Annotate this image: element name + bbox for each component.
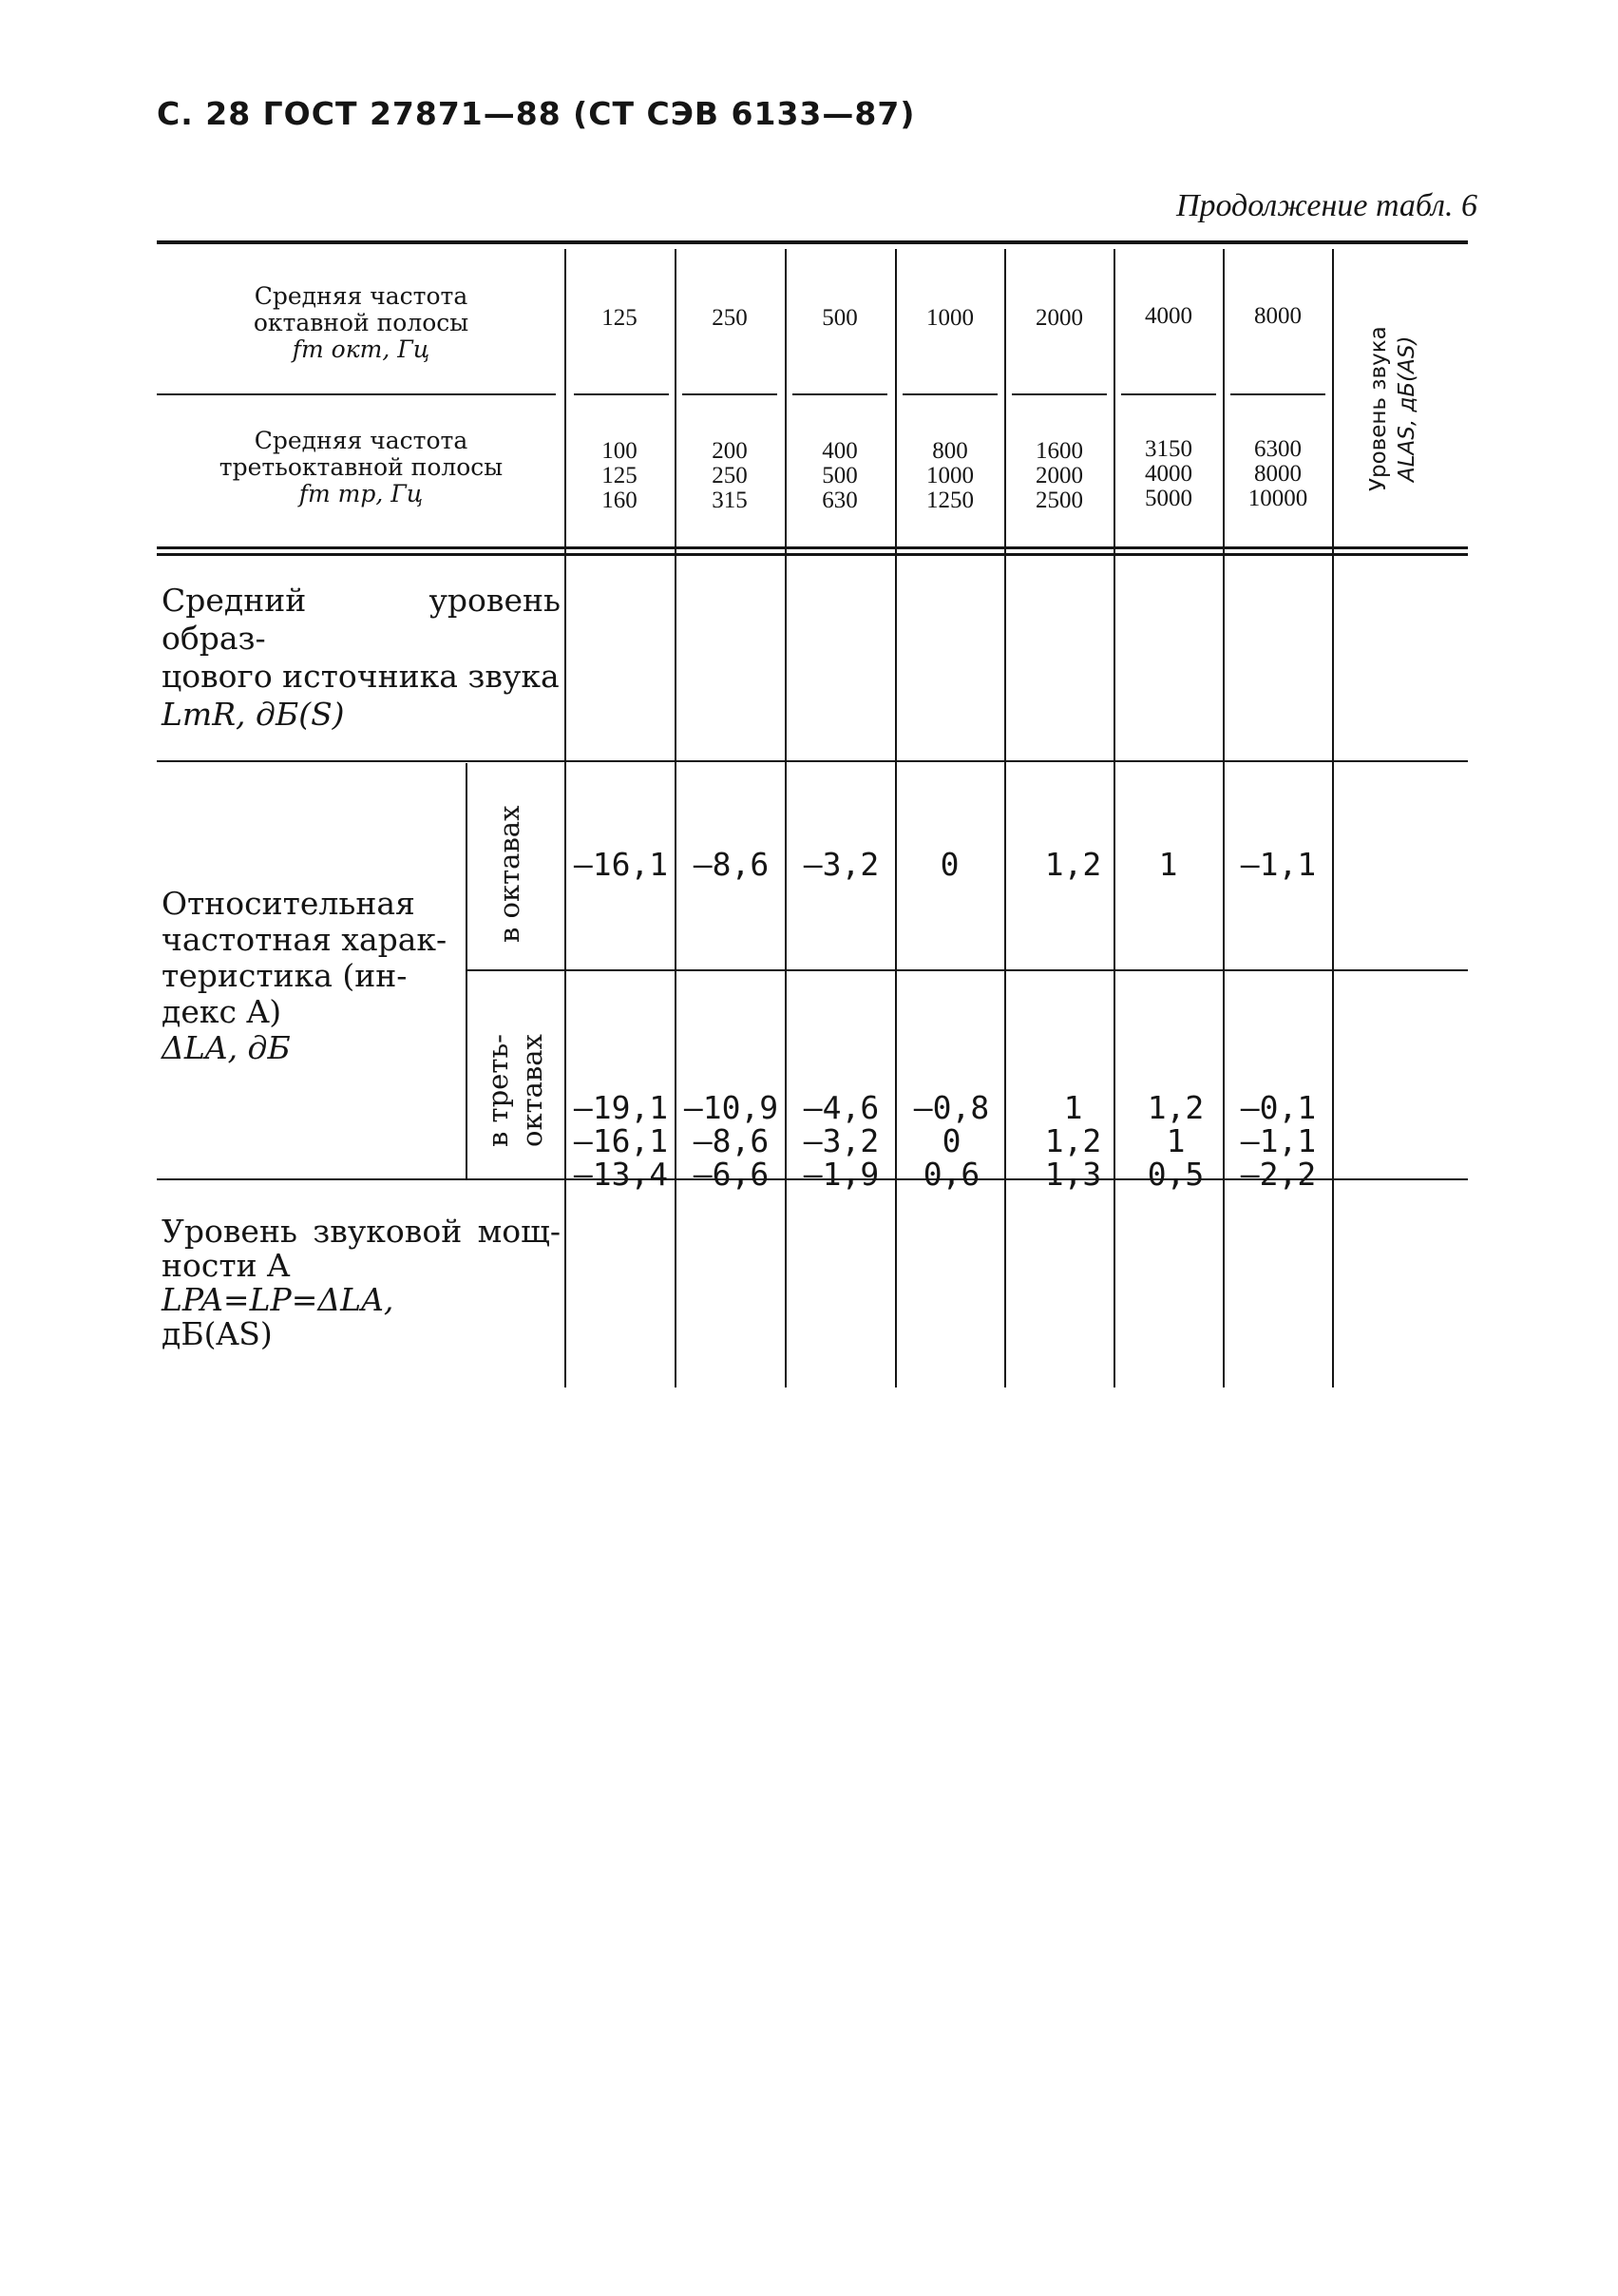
third-octave-frequency-values: 6300 8000 10000: [1247, 436, 1308, 511]
reference-source-level-label: Средний уровень образ- цового источника звука LmR, дБ(S): [162, 582, 561, 733]
third-octave-values: —10,9 —8,6 —6,6: [683, 1089, 779, 1193]
third-octave-values: 1,2 1 0,5: [1147, 1089, 1205, 1193]
third-octave-values: —0,1 —1,1 —2,2: [1240, 1089, 1317, 1193]
third-octave-frequency-values: 100 125 160: [601, 438, 638, 513]
relative-frequency-characteristic-label: Относительная частотная харак- теристика (ин- декс A) ΔLA, дБ: [162, 885, 447, 1066]
octave-frequency-value: 250: [712, 305, 748, 331]
octave-value: 0: [940, 846, 960, 883]
page-header: С. 28 ГОСТ 27871—88 (СТ СЭВ 6133—87): [157, 95, 916, 132]
third-octave-values: —4,6 —3,2 —1,9: [803, 1089, 880, 1193]
octave-value: —16,1: [573, 846, 669, 883]
octave-frequency-value: 1000: [926, 305, 974, 331]
octave-sublabel: в октавах: [493, 805, 525, 944]
octave-frequency-value: 4000: [1145, 303, 1192, 329]
octave-frequency-label: Средняя частота октавной полосы fm окт, Гц: [253, 282, 469, 363]
third-octave-frequency-values: 3150 4000 5000: [1145, 436, 1192, 511]
third-octave-frequency-label: Средняя частота третьоктавной полосы fm тр, Гц: [219, 427, 504, 507]
octave-value: 1,2: [1044, 846, 1102, 883]
table-continuation-caption: Продолжение табл. 6: [1175, 188, 1477, 223]
octave-frequency-value: 500: [822, 305, 858, 331]
third-octave-frequency-values: 1600 2000 2500: [1036, 438, 1083, 513]
octave-value: —1,1: [1240, 846, 1317, 883]
octave-frequency-value: 2000: [1036, 305, 1083, 331]
octave-value: —8,6: [693, 846, 770, 883]
octave-frequency-value: 8000: [1254, 303, 1302, 329]
octave-value: —3,2: [803, 846, 880, 883]
sound-power-level-label: Уровень звуковой мощ- ности A LPA=LP=ΔLA, дБ(AS): [162, 1213, 561, 1352]
third-octave-frequency-values: 400 500 630: [822, 438, 858, 513]
octave-value: 1: [1158, 846, 1178, 883]
third-octave-frequency-values: 200 250 315: [712, 438, 748, 513]
third-octave-values: 1 1,2 1,3: [1044, 1089, 1102, 1193]
third-octave-frequency-values: 800 1000 1250: [926, 438, 974, 513]
sound-level-column-header: Уровень звука ALAS, дБ(AS): [1366, 326, 1419, 491]
third-octave-values: —0,8 0 0,6: [913, 1089, 990, 1193]
third-octave-values: —19,1 —16,1 —13,4: [573, 1089, 669, 1193]
octave-frequency-value: 125: [601, 305, 638, 331]
third-octave-sublabel: в треть- октавах: [482, 1034, 548, 1147]
